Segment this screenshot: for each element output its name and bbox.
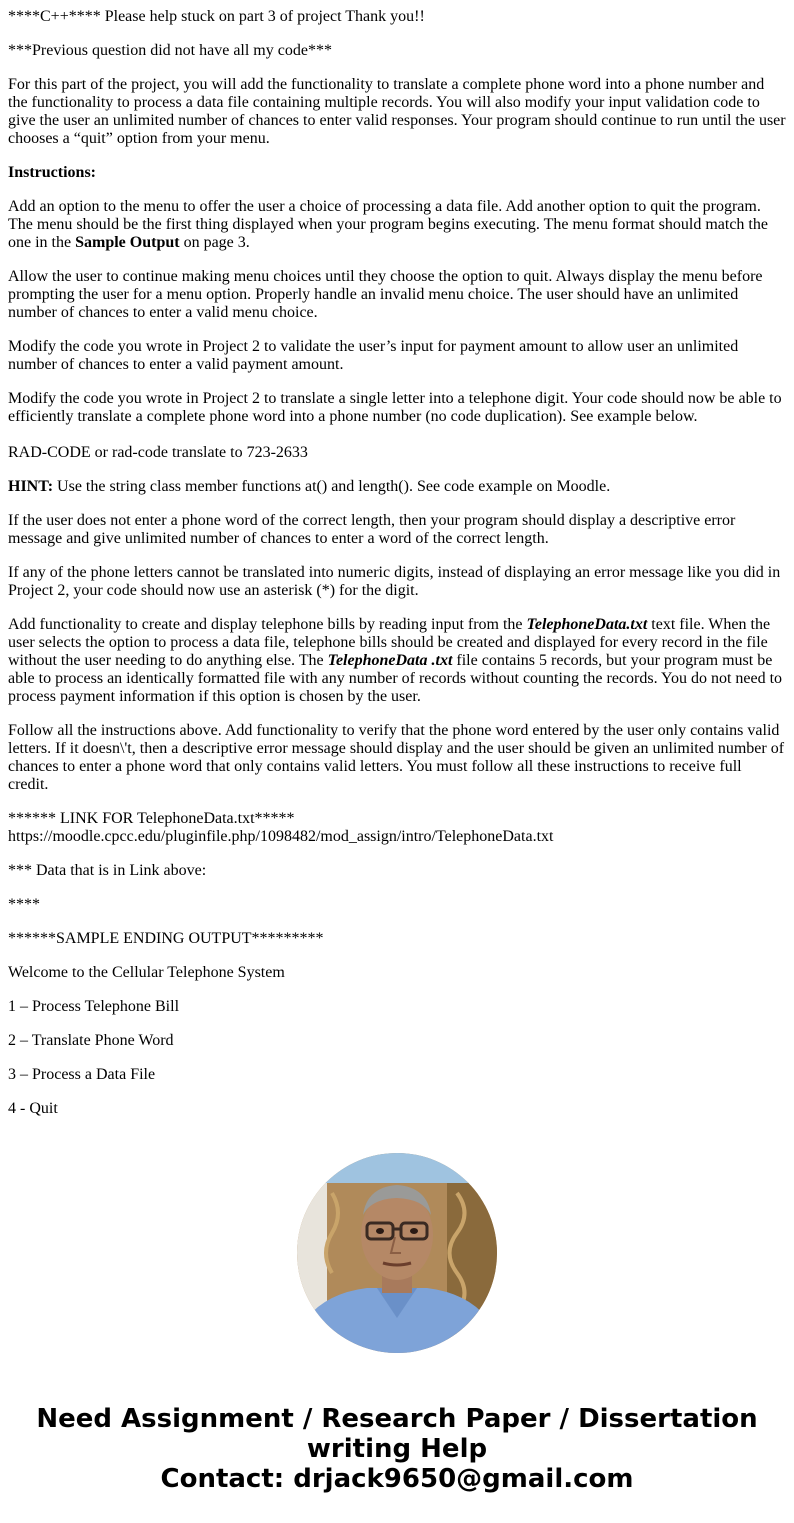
instruction-data-file [8, 616, 786, 706]
data-file-name-1: TelephoneData.txt [526, 616, 648, 633]
contact-footer [0, 1404, 794, 1494]
footer-line-2: writing Help [306, 1434, 488, 1464]
data-file-name-2: TelephoneData .txt [327, 652, 453, 669]
instruction-asterisk: If any of the phone letters cannot be translated into numeric digits, instead of displaying an error message like you did in Project 2, your code should now use an asterisk (*) for the digit. [8, 564, 781, 599]
hint-text: Use the string class member functions at() and length(). See code example on Moodle. [53, 478, 611, 495]
question-document [8, 0, 786, 1134]
instructions-heading-text: Instructions: [8, 164, 97, 181]
instruction-menu-option [8, 198, 786, 252]
instruction-payment-validation: Modify the code you wrote in Project 2 to validate the user’s input for payment amount to allow user an unlimited number of chances to enter a valid payment amount. [8, 338, 739, 373]
translation-example: RAD-CODE or rad-code translate to 723-2633 [8, 444, 308, 461]
instruction-valid-letters: Follow all the instructions above. Add functionality to verify that the phone word entered by the user only contains valid letters. If it doesn\'t, then a descriptive error message should display and the user should be given an unlimited number of chances to enter a phone word that only contains valid letters. You must follow all these instructions to receive full credit. [8, 722, 785, 793]
sample-output-ref: Sample Output [75, 234, 180, 251]
stars-separator: **** [8, 896, 40, 913]
tutor-avatar [297, 1153, 497, 1353]
data-file-text-a: Add functionality to create and display telephone bills by reading input from the [8, 616, 527, 633]
hint-label: HINT: [8, 478, 54, 495]
footer-line-1: Need Assignment / Research Paper / Dissertation [36, 1404, 758, 1434]
sample-menu-item-4: 4 - Quit [8, 1100, 58, 1117]
data-link-url: https://moodle.cpcc.edu/pluginfile.php/1098482/mod_assign/intro/TelephoneData.txt [8, 828, 554, 845]
data-file-text-b: text file. When the user selects the option to process a data file, telephone bills should be created and displayed for every record in the file without the user needing to do anything else. The [8, 616, 771, 669]
sample-menu-item-2: 2 – Translate Phone Word [8, 1032, 174, 1049]
instruction-menu-text: Add an option to the menu to offer the user a choice of processing a data file. Add another option to quit the program. The menu should be the first thing displayed when your program begins executing. The menu format should match the one in the [8, 198, 768, 251]
tutor-photo-illustration [297, 1153, 497, 1353]
data-file-text-c: file contains 5 records, but your program must be able to process an identically formatted file with any number of records without counting the records. You do not need to process payment information if this option is chosen by the user. [8, 652, 783, 705]
instructions-heading [8, 164, 786, 182]
sample-menu-item-1: 1 – Process Telephone Bill [8, 998, 180, 1015]
instruction-menu-tail: on page 3. [179, 234, 250, 251]
intro-paragraph: For this part of the project, you will add the functionality to translate a complete phone word into a phone number and the functionality to process a data file containing multiple records. You will also modify your input validation code to give the user an unlimited number of chances to enter valid responses. Your program should continue to run until the user chooses a “quit” option from your menu. [8, 76, 786, 147]
hint-paragraph [8, 478, 786, 496]
instruction-menu-loop: Allow the user to continue making menu choices until they choose the option to quit. Always display the menu before prompting the user for a menu option. Properly handle an invalid menu choice. The user should have an unlimited number of chances to enter a valid menu choice. [8, 268, 763, 321]
instruction-translate-word: Modify the code you wrote in Project 2 to translate a single letter into a telephone digit. Your code should now be able to efficiently translate a complete phone word into a phone number (no code duplication). See example below. [8, 390, 782, 425]
sample-menu-item-3: 3 – Process a Data File [8, 1066, 156, 1083]
data-link-label: ****** LINK FOR TelephoneData.txt***** [8, 810, 295, 827]
footer-contact-email: Contact: drjack9650@gmail.com [160, 1464, 634, 1494]
question-title: ****C++**** Please help stuck on part 3 of project Thank you!! [8, 8, 425, 25]
previous-question-note: ***Previous question did not have all my code*** [8, 42, 332, 59]
instruction-word-length: If the user does not enter a phone word of the correct length, then your program should display a descriptive error message and give unlimited number of chances to enter a word of the correct length. [8, 512, 736, 547]
sample-welcome-line: Welcome to the Cellular Telephone System [8, 964, 285, 981]
data-note: *** Data that is in Link above: [8, 862, 207, 879]
data-link-block [8, 810, 786, 846]
sample-output-heading: ******SAMPLE ENDING OUTPUT********* [8, 930, 324, 947]
